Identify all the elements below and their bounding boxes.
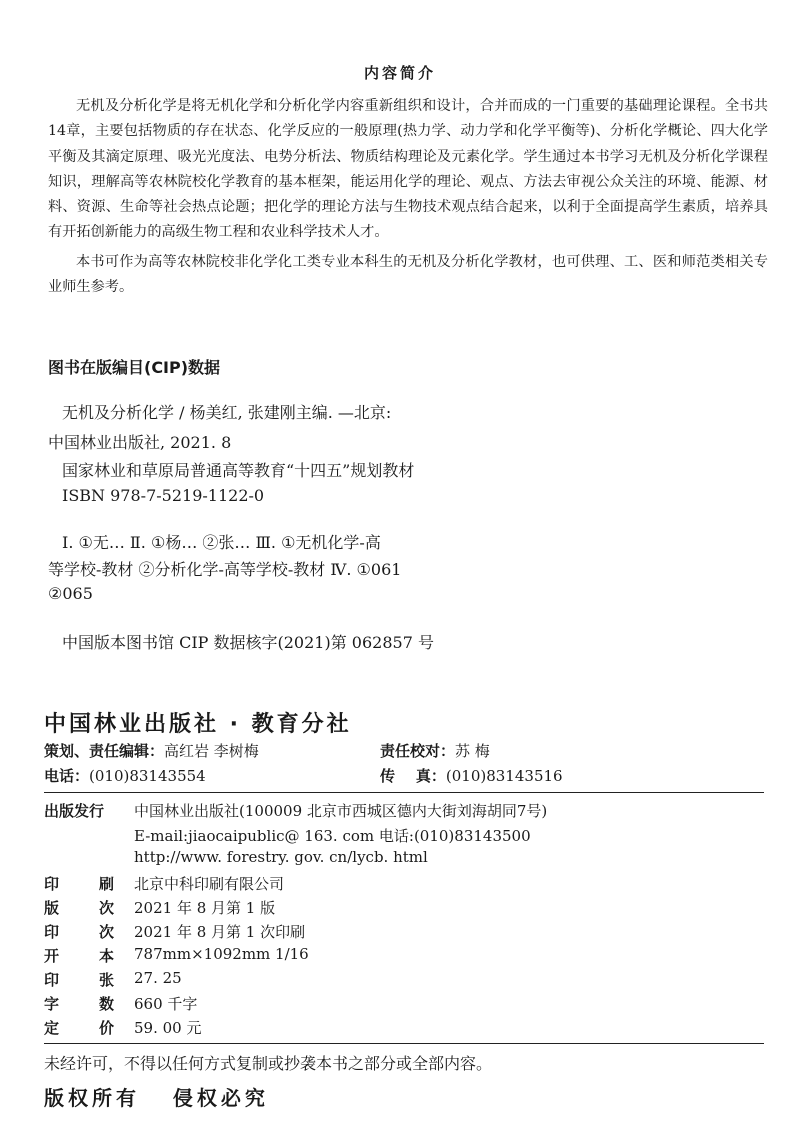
cip-isbn: ISBN 978-7-5219-1122-0 [62,486,265,505]
wordcount-value: 660 千字 [134,995,198,1013]
issue-value: 中国林业出版社(100009 北京市西城区德内大街刘海胡同7号) [134,802,548,820]
email-line: E-mail:jiaocaipublic@ 163. com 电话:(010)83143500 [134,827,531,845]
print-label: 印 刷 [44,875,114,893]
fax-label: 传 真： [380,767,446,785]
cip-line-1: 无机及分析化学 / 杨美红, 张建刚主编. —北京: [62,403,392,422]
proof-value: 苏 梅 [455,742,490,760]
editor-value: 高红岩 李树梅 [164,742,259,760]
editor-label: 策划、责任编辑： [44,742,165,760]
cip-line-2: 中国林业出版社, 2021. 8 [48,433,232,452]
phone-line [44,765,206,786]
fax-line [380,765,563,786]
price-value: 59. 00 元 [134,1019,202,1037]
sheets-label: 印 张 [44,971,114,989]
editor-line [44,740,259,761]
printing-value: 2021 年 8 月第 1 次印刷 [134,923,306,941]
sheets-value: 27. 25 [134,969,182,987]
edition-label: 版 次 [44,899,114,917]
cip-data-number: 中国版本图书馆 CIP 数据核字(2021)第 062857 号 [62,633,434,652]
intro-paragraph-1: 无机及分析化学是将无机化学和分析化学内容重新组织和设计，合并而成的一门重要的基础理论课程。全书共14章，主要包括物质的存在状态、化学反应的一般原理(热力学、动力学和化学平衡等)、分析化学概论、四大化学平衡及其滴定原理、吸光光度法、电势分析法、物质结构理论及元素化学。学生通过本书学习无机及分析化学课程知识，理解高等农林院校化学教育的基本框架，能运用化学的理论、观点、方法去审视公众关注的环境、能源、材料、资源、生命等社会热点论题；把化学的理论方法与生物技术观点结合起来，以利于全面提高学生素质，培养具有开拓创新能力的高级生物工程和农业科学技术人才。 [48,98,768,241]
format-label: 开 本 [44,947,114,965]
website-url: http://www. forestry. gov. cn/lycb. html [134,848,428,866]
phone-label: 电话： [44,767,90,785]
format-value: 787mm×1092mm 1/16 [134,945,309,963]
divider-bottom [44,1043,764,1044]
edition-value: 2021 年 8 月第 1 版 [134,899,276,917]
wordcount-label: 字 数 [44,995,114,1013]
intro-title: 内容简介 [363,64,436,82]
rights-reserved: 版权所有 侵权必究 [44,1086,269,1110]
print-value: 北京中科印刷有限公司 [134,875,285,893]
phone-value: (010)83143554 [89,767,206,785]
proof-line [380,740,490,761]
cip-line-6: 等学校-教材 ②分析化学-高等学校-教材 Ⅳ. ①061 [48,560,402,579]
printing-label: 印 次 [44,923,114,941]
cip-title: 图书在版编目(CIP)数据 [48,358,221,377]
price-label: 定 价 [44,1019,114,1037]
cip-line-7: ②065 [48,584,93,603]
fax-value: (010)83143516 [445,767,563,785]
issue-label: 出版发行 [44,802,105,820]
copyright-notice: 未经许可，不得以任何方式复制或抄袭本书之部分或全部内容。 [44,1054,493,1073]
publisher-name: 中国林业出版社 · 教育分社 [44,712,352,737]
intro-paragraph-2: 本书可作为高等农林院校非化学化工类专业本科生的无机及分析化学教材，也可供理、工、医和师范类相关专业师生参考。 [48,254,768,296]
proof-label: 责任校对： [380,742,456,760]
divider-top [44,792,764,793]
cip-line-3: 国家林业和草原局普通高等教育“十四五”规划教材 [62,461,415,480]
cip-line-5: Ⅰ. ①无… Ⅱ. ①杨… ②张… Ⅲ. ①无机化学-高 [62,533,381,552]
